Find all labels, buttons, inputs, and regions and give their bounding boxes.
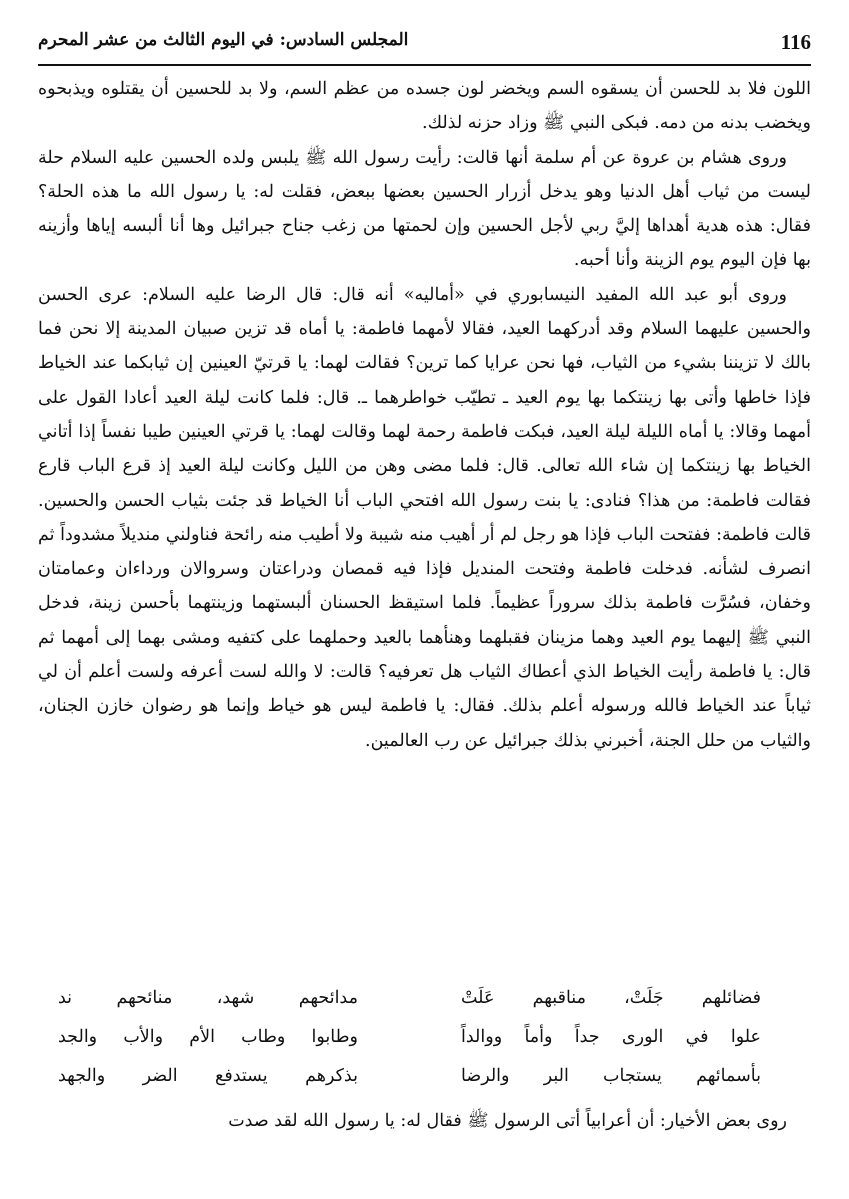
poem-first-hemistich: بأسمائهم يستجاب البر والرضا (461, 1065, 761, 1086)
poem-verse (38, 1017, 811, 1056)
running-title: المجلس السادس: في اليوم الثالث من عشر المحرم (38, 30, 409, 50)
poem-second-hemistich: بذكرهم يستدفع الضر والجهد (58, 1065, 358, 1086)
paragraph: وروى أبو عبد الله المفيد النيسابوري في «أماليه» أنه قال: قال الرضا عليه السلام: عرى الحسن والحسين عليهما السلام وقد أدركهما العيد، فقالا لأمهما فاطمة: يا أماه قد تزين صبيان المدينة إلا نحن فما بالك لا تزيننا بشيء من الثياب، فها نحن عرايا كما ترين؟ فقالت لهما: يا قرتيّ العينين إن ثيابكما عند الخياط فإذا خاطها وأتى بها زينتكما بها يوم العيد ـ تطيّب خواطرهما ـ. قال: فلما كانت ليلة العيد أعادا القول على أمهما وقالا: يا أماه الليلة ليلة العيد، فبكت فاطمة رحمة لهما وقالت لهما: يا قرتي العينين طيبا نفساً إذا أتاني الخياط بها زينتكما إن شاء الله تعالى. قال: فلما مضى وهن من الليل وكانت ليلة العيد إذ قرع الباب قارع فقالت فاطمة: من هذا؟ فنادى: يا بنت رسول الله افتحي الباب أنا الخياط قد جئت بثياب الحسن والحسين. قالت فاطمة: ففتحت الباب فإذا هو رجل لم أر أهيب منه شيبة ولا أطيب منه رائحة فناولني منديلاً مشدوداً ثم انصرف لشأنه. فدخلت فاطمة وفتحت المنديل فإذا فيه قمصان ودراعتان وسروالان ورداءان وعمامتان وخفان، فسُرَّت فاطمة بذلك سروراً عظيماً. فلما استيقظ الحسنان ألبستهما وزينتهما بأحسن زينة، فدخل النبي ﷺ إليهما يوم العيد وهما مزينان فقبلهما وهنأهما بالعيد وحملهما على كتفيه ومشى بهما إلى أمهما ثم قال: يا فاطمة رأيت الخياط الذي أعطاك الثياب هل تعرفيه؟ قالت: لا والله لست أعرفه ولست أعلم أن لي ثياباً عند الخياط فالله ورسوله أعلم بذلك. فقال: يا فاطمة ليس هو خياط وإنما هو رضوان خازن الجنان، والثياب من حلل الجنة، أخبرني بذلك جبرائيل عن رب العالمين. (38, 284, 811, 751)
poem (38, 978, 811, 1095)
poem-verse (38, 1056, 811, 1095)
poem-verse (38, 978, 811, 1017)
paragraph: اللون فلا بد للحسن أن يسقوه السم ويخضر لون جسده من عظم السم، ولا بد للحسين أن يقتلوه ويذبحوه ويخضب بدنه من دمه. فبكى النبي ﷺ وزاد حزنه لذلك. (38, 79, 811, 134)
poem-second-hemistich: وطابوا وطاب الأم والأب والجد (58, 1026, 358, 1047)
closing-line: روى بعض الأخيار: أن أعرابياً أتى الرسول ﷺ فقال له: يا رسول الله لقد صدت (228, 1111, 787, 1131)
page-header (38, 20, 811, 66)
body-text (38, 72, 811, 758)
page-number: 116 (780, 30, 811, 54)
poem-second-hemistich: مدائحهم شهد، منائحهم ند (58, 987, 358, 1008)
poem-first-hemistich: علوا في الورى جداً وأماً ووالداً (461, 1026, 761, 1047)
paragraph: وروى هشام بن عروة عن أم سلمة أنها قالت: رأيت رسول الله ﷺ يلبس ولده الحسين عليه السلام حلة ليست من ثياب أهل الدنيا وهو يدخل أزرار الحسين بعضها ببعض، فقلت له: يا رسول الله ما هذه الحلة؟ فقال: هذه هدية أهداها إليَّ ربي لأجل الحسين وإن لحمتها من زغب جناح جبرائيل وها أنا ألبسه إياها وأزينه بها فإن اليوم يوم الزينة وأنا أحبه. (38, 147, 811, 271)
poem-first-hemistich: فضائلهم جَلَتْ، مناقبهم عَلَتْ (461, 987, 761, 1008)
